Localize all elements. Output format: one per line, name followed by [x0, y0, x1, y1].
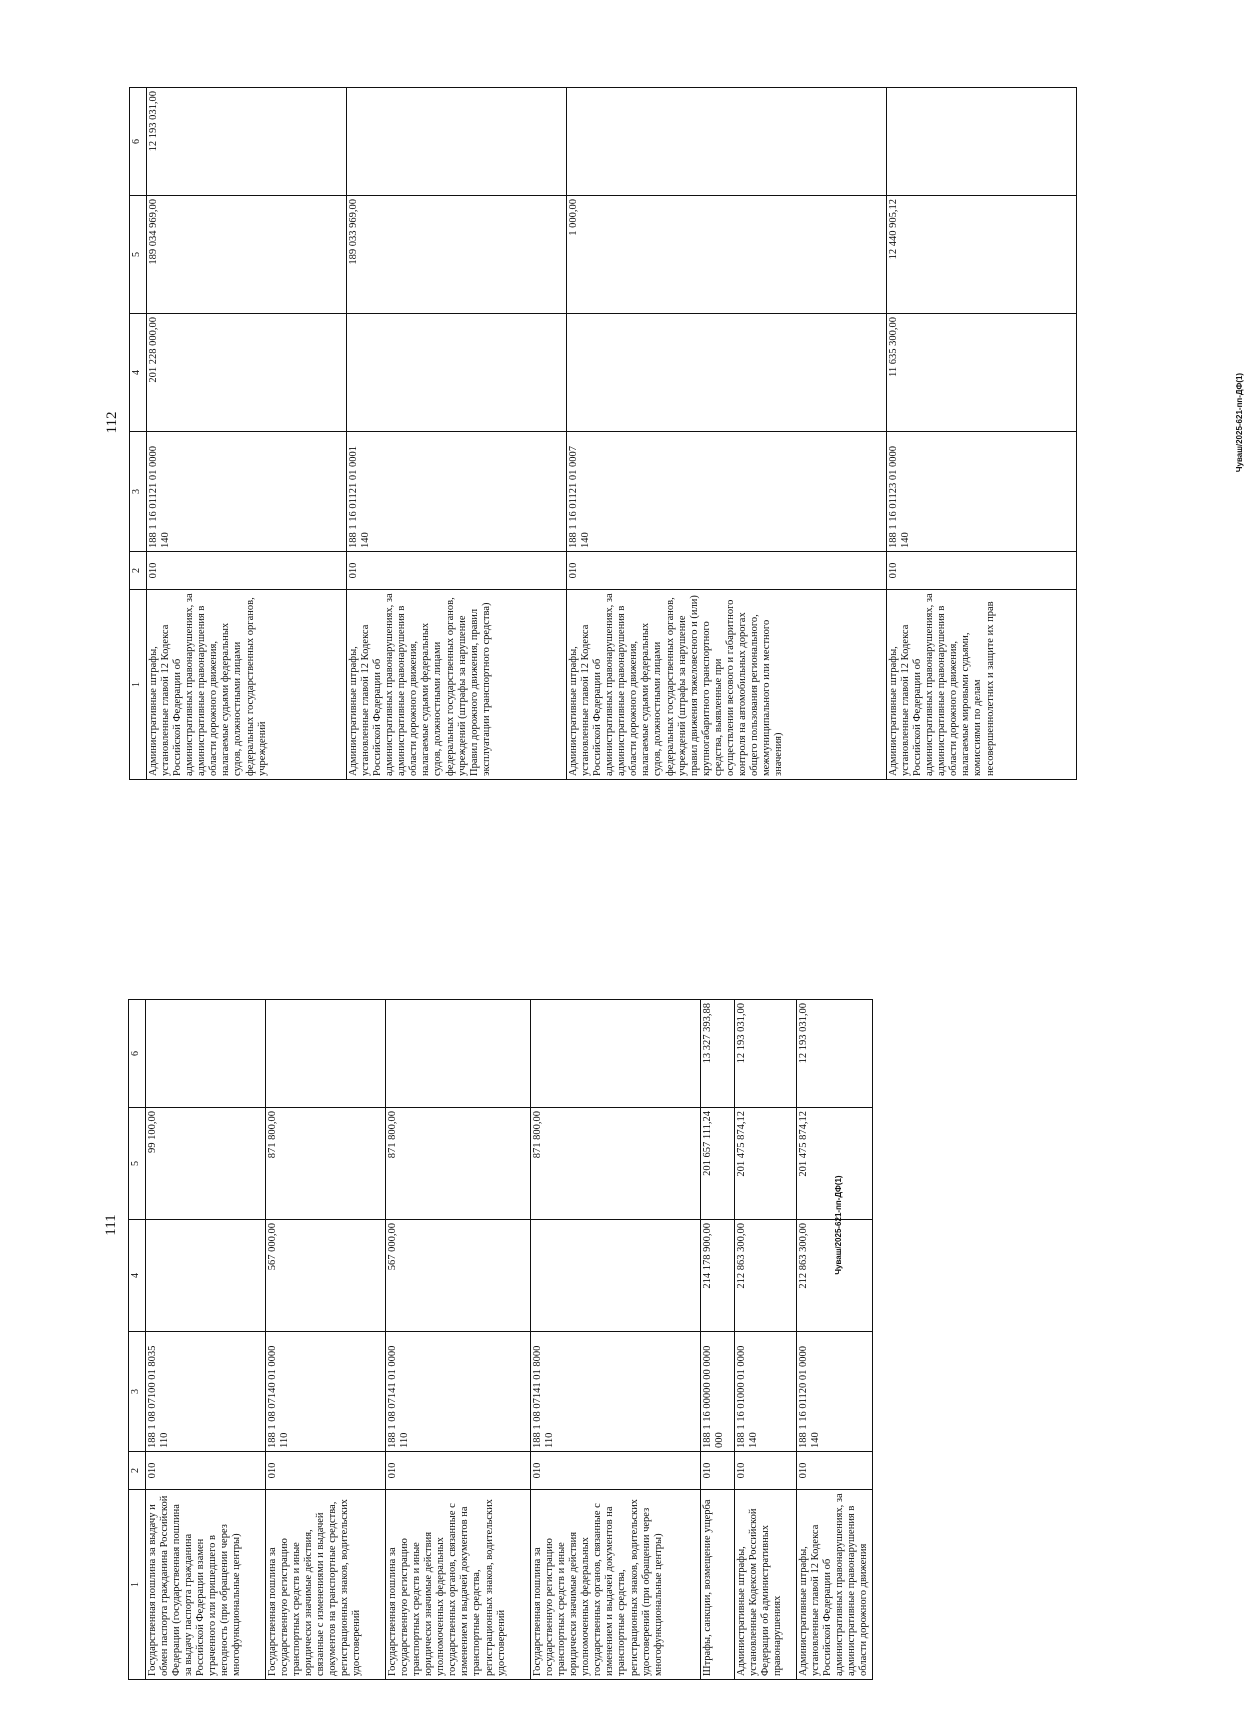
amount-col4: 567 000,00	[266, 1220, 386, 1332]
amount-col5: 201 657 111,24	[701, 1108, 735, 1220]
col-header: 2	[130, 552, 147, 590]
amount-col4	[531, 1220, 701, 1332]
amount-col6: 12 193 031,00	[735, 1000, 797, 1108]
amount-col6	[386, 1000, 531, 1108]
amount-col6: 12 193 031,00	[147, 88, 347, 196]
col-header: 3	[129, 1332, 146, 1452]
amount-col6	[146, 1000, 266, 1108]
row-name: Административные штрафы, установленные Кодексом Российской Федерации об административных правонарушениях	[735, 1490, 797, 1680]
col-header: 4	[129, 1220, 146, 1332]
row-name: Административные штрафы, установленные главой 12 Кодекса Российской Федерации об административных правонарушениях, за административные правонарушения в области дорожного движения, налагаемые судьями федеральных судов, должностными лицами федеральных государственных органов, учреждений	[147, 590, 347, 780]
amount-col5: 12 440 905,12	[887, 196, 1077, 314]
admin-code: 010	[146, 1452, 266, 1490]
amount-col6: 13 327 393,88	[701, 1000, 735, 1108]
admin-code: 010	[347, 552, 567, 590]
amount-col5: 1 000,00	[567, 196, 887, 314]
table-row	[147, 88, 347, 780]
revenue-table	[128, 999, 873, 1680]
row-name: Государственная пошлина за государственную регистрацию транспортных средств и иные юридически значимые действия уполномоченных федеральных государственных органов, связанные с изменением и выдачей документов на транспортные средства, регистрационных знаков, водительских удостоверений (при обращении через многофункциональные центры)	[531, 1490, 701, 1680]
table-header-row	[130, 88, 147, 780]
row-name: Государственная пошлина за государственную регистрацию транспортных средств и иные юридически значимые действия уполномоченных федеральных государственных органов, связанные с изменением и выдачей документов на транспортные средства, регистрационных знаков, водительских удостоверений	[386, 1490, 531, 1680]
admin-code: 010	[735, 1452, 797, 1490]
amount-col5: 871 800,00	[266, 1108, 386, 1220]
document-footer: Чуваш/2025-621-пп-ДФ(1)	[834, 1175, 843, 1275]
row-name: Штрафы, санкции, возмещение ущерба	[701, 1490, 735, 1680]
col-header: 1	[129, 1490, 146, 1680]
row-name: Государственная пошлина за выдачу и обмен паспорта гражданина Российской Федерации (государственная пошлина за выдачу паспорта гражданина Российской Федерации взамен утраченного или пришедшего в негодность (при обращении через многофункциональные центры)	[146, 1490, 266, 1680]
page-number: 111	[103, 1214, 119, 1236]
amount-col6	[266, 1000, 386, 1108]
kbk-code: 188 1 08 07141 01 0000 110	[386, 1332, 531, 1452]
kbk-code: 188 1 08 07100 01 8035 110	[146, 1332, 266, 1452]
amount-col5: 201 475 874,12	[735, 1108, 797, 1220]
kbk-code: 188 1 08 07140 01 0000 110	[266, 1332, 386, 1452]
amount-col5: 189 033 969,00	[347, 196, 567, 314]
kbk-code: 188 1 16 01121 01 0007 140	[567, 432, 887, 552]
amount-col4: 212 863 300,00	[735, 1220, 797, 1332]
page-number: 112	[104, 411, 120, 434]
row-name: Административные штрафы, установленные главой 12 Кодекса Российской Федерации об административных правонарушениях, за административные правонарушения в области дорожного движения, налагаемые судьями федеральных судов, должностными лицами федеральных государственных органов, учреждений (штрафы за нарушение правил движения тяжеловесного и (или) крупногабаритного транспортного средства, выявленные при осуществлении весового и габаритного контроля на автомобильных дорогах общего пользования регионального, межмуниципального или местного значения)	[567, 590, 887, 780]
amount-col6	[567, 88, 887, 196]
page-111	[96, 770, 870, 1680]
document-footer: Чуваш/2025-621-пп-ДФ(1)	[1235, 372, 1244, 473]
table-header-row	[129, 1000, 146, 1680]
col-header: 3	[130, 432, 147, 552]
kbk-code: 188 1 16 01121 01 0000 140	[147, 432, 347, 552]
amount-col5: 189 034 969,00	[147, 196, 347, 314]
col-header: 2	[129, 1452, 146, 1490]
amount-col4: 201 228 000,00	[147, 314, 347, 432]
kbk-code: 188 1 16 01123 01 0000 140	[887, 432, 1077, 552]
col-header: 6	[129, 1000, 146, 1108]
table-row	[701, 1000, 735, 1680]
amount-col4: 567 000,00	[386, 1220, 531, 1332]
table-row	[266, 1000, 386, 1680]
table-row	[347, 88, 567, 780]
amount-col4: 212 863 300,00	[797, 1220, 873, 1332]
col-header: 6	[130, 88, 147, 196]
admin-code: 010	[531, 1452, 701, 1490]
amount-col5: 201 475 874,12	[797, 1108, 873, 1220]
table-row	[887, 88, 1077, 780]
amount-col4: 11 635 300,00	[887, 314, 1077, 432]
amount-col4: 214 178 900,00	[701, 1220, 735, 1332]
row-name: Административные штрафы, установленные главой 12 Кодекса Российской Федерации об административных правонарушениях, за административные правонарушения в области дорожного движения, налагаемые мировыми судьями, комиссиями по делам несовершеннолетних и защите их прав	[887, 590, 1077, 780]
amount-col5: 871 800,00	[531, 1108, 701, 1220]
table-row	[531, 1000, 701, 1680]
amount-col4	[146, 1220, 266, 1332]
amount-col4	[347, 314, 567, 432]
amount-col6	[887, 88, 1077, 196]
admin-code: 010	[797, 1452, 873, 1490]
col-header: 5	[129, 1108, 146, 1220]
col-header: 4	[130, 314, 147, 432]
table-row	[735, 1000, 797, 1680]
amount-col6	[347, 88, 567, 196]
col-header: 1	[130, 590, 147, 780]
kbk-code: 188 1 16 00000 00 0000 000	[701, 1332, 735, 1452]
amount-col5: 99 100,00	[146, 1108, 266, 1220]
row-name: Административные штрафы, установленные главой 12 Кодекса Российской Федерации об административных правонарушениях, за административные правонарушения в области дорожного движения, налагаемые судьями федеральных судов, должностными лицами федеральных государственных органов, учреждений (штрафы за нарушение Правил дорожного движения, правил эксплуатации транспортного средства)	[347, 590, 567, 780]
kbk-code: 188 1 16 01000 01 0000 140	[735, 1332, 797, 1452]
table-row	[567, 88, 887, 780]
row-name: Государственная пошлина за государственную регистрацию транспортных средств и иные юридически значимые действия, связанные с изменениями и выдачей документов на транспортные средства, регистрационных знаков, водительских удостоверений	[266, 1490, 386, 1680]
row-name: Административные штрафы, установленные главой 12 Кодекса Российской Федерации об административных правонарушениях, за административные правонарушения в области дорожного движения	[797, 1490, 873, 1680]
admin-code: 010	[386, 1452, 531, 1490]
col-header: 5	[130, 196, 147, 314]
revenue-table	[129, 87, 1077, 780]
table-row	[146, 1000, 266, 1680]
kbk-code: 188 1 16 01121 01 0001 140	[347, 432, 567, 552]
admin-code: 010	[266, 1452, 386, 1490]
table-row	[386, 1000, 531, 1680]
amount-col4	[567, 314, 887, 432]
page-112	[97, 65, 1244, 780]
amount-col5: 871 800,00	[386, 1108, 531, 1220]
amount-col6	[531, 1000, 701, 1108]
admin-code: 010	[701, 1452, 735, 1490]
kbk-code: 188 1 08 07141 01 8000 110	[531, 1332, 701, 1452]
amount-col6: 12 193 031,00	[797, 1000, 873, 1108]
admin-code: 010	[887, 552, 1077, 590]
admin-code: 010	[147, 552, 347, 590]
admin-code: 010	[567, 552, 887, 590]
kbk-code: 188 1 16 01120 01 0000 140	[797, 1332, 873, 1452]
